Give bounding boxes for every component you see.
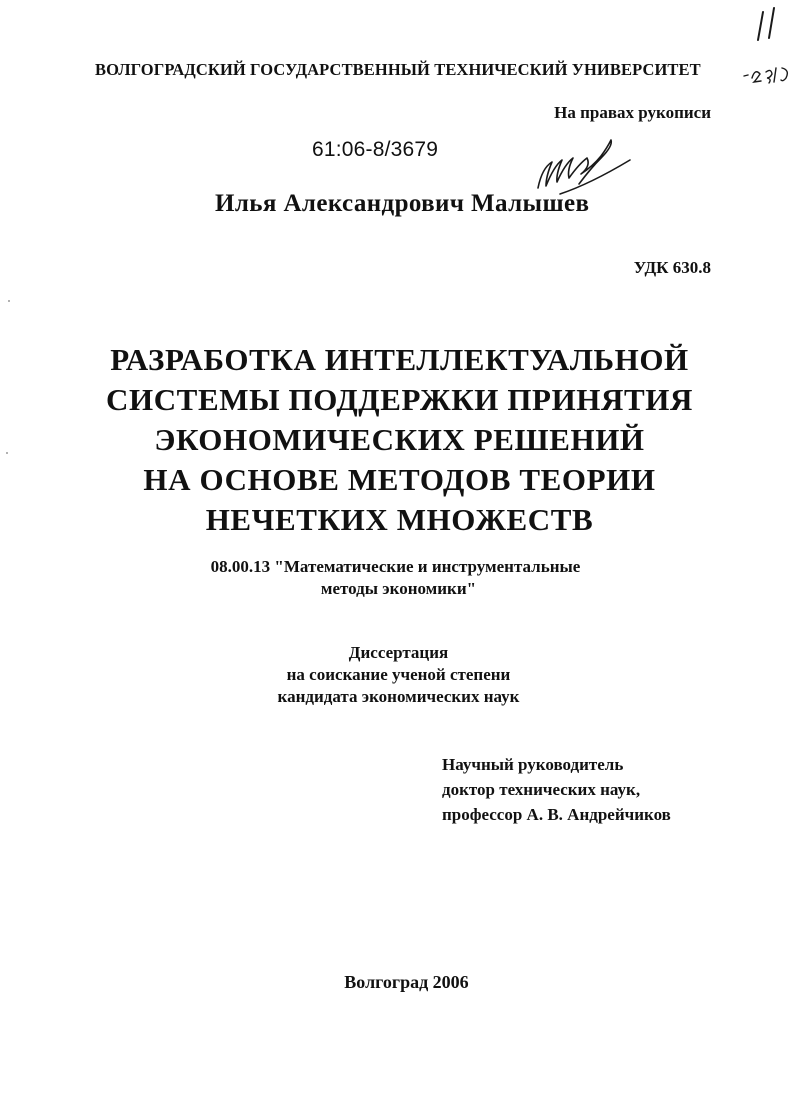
title-line: НА ОСНОВЕ МЕТОДОВ ТЕОРИИ [143,462,656,497]
title-line: ЭКОНОМИЧЕСКИХ РЕШЕНИЙ [154,422,645,457]
university-name: ВОЛГОГРАДСКИЙ ГОСУДАРСТВЕННЫЙ ТЕХНИЧЕСКИЙ УНИВЕРСИТЕТ [95,60,701,79]
city-year-text: Волгоград 2006 [344,972,469,992]
dissertation-info [0,642,797,708]
specialty-line: 08.00.13 "Математические и инструментальные [210,557,581,576]
specialty [0,556,797,600]
scan-speck [6,452,8,454]
supervisor-info [442,752,671,827]
dissertation-line: на соискание ученой степени [286,665,511,684]
supervisor-line: Научный руководитель [442,755,624,774]
archive-code: 61:06-8/3679 [312,138,439,161]
dissertation-title [0,340,797,540]
dissertation-line: кандидата экономических наук [277,687,520,706]
city-year [0,972,797,993]
handwritten-page-number [754,6,788,46]
title-line: РАЗРАБОТКА ИНТЕЛЛЕКТУАЛЬНОЙ [110,342,689,377]
supervisor-line: профессор А. В. Андрейчиков [442,805,671,824]
udk-code: УДК 630.8 [633,258,711,277]
title-line: НЕЧЕТКИХ МНОЖЕСТВ [205,502,594,537]
title-line: СИСТЕМЫ ПОДДЕРЖКИ ПРИНЯТИЯ [106,382,693,417]
supervisor-line: доктор технических наук, [442,780,641,799]
specialty-line: методы экономики" [320,579,477,598]
author-name: Илья Александрович Малышев [215,190,590,217]
scan-speck [8,300,10,302]
rights-note: На правах рукописи [554,103,711,122]
dissertation-line: Диссертация [348,643,449,662]
